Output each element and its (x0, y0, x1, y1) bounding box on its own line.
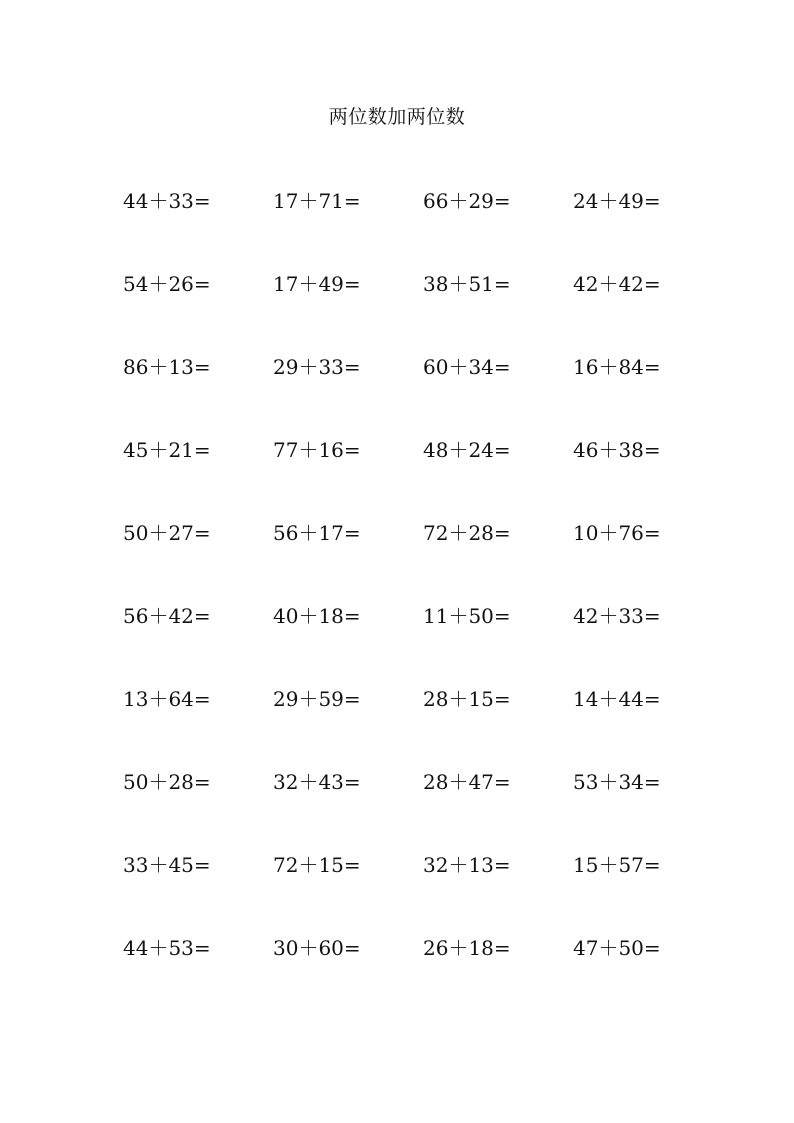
problem-item: 32＋43= (273, 770, 361, 794)
problem-item: 10＋76= (573, 521, 661, 545)
problem-row (123, 850, 723, 933)
problem-item: 30＋60= (273, 936, 361, 960)
problem-item: 40＋18= (273, 604, 361, 628)
problem-item: 44＋33= (123, 189, 211, 213)
problem-item: 28＋15= (423, 687, 511, 711)
problem-item: 17＋49= (273, 272, 361, 296)
problem-item: 56＋17= (273, 521, 361, 545)
problem-grid (123, 186, 723, 1016)
problem-item: 26＋18= (423, 936, 511, 960)
problem-item: 38＋51= (423, 272, 511, 296)
problem-item: 13＋64= (123, 687, 211, 711)
problem-row (123, 269, 723, 352)
problem-item: 56＋42= (123, 604, 211, 628)
problem-item: 29＋33= (273, 355, 361, 379)
problem-item: 11＋50= (423, 604, 511, 628)
problem-item: 32＋13= (423, 853, 511, 877)
problem-item: 47＋50= (573, 936, 661, 960)
page-title: 两位数加两位数 (328, 106, 466, 128)
problem-item: 29＋59= (273, 687, 361, 711)
problem-item: 53＋34= (573, 770, 661, 794)
problem-row (123, 933, 723, 1016)
problem-item: 86＋13= (123, 355, 211, 379)
problem-item: 50＋27= (123, 521, 211, 545)
problem-item: 60＋34= (423, 355, 511, 379)
problem-item: 28＋47= (423, 770, 511, 794)
problem-row (123, 518, 723, 601)
problem-item: 66＋29= (423, 189, 511, 213)
problem-item: 77＋16= (273, 438, 361, 462)
problem-row (123, 352, 723, 435)
problem-item: 48＋24= (423, 438, 511, 462)
problem-item: 44＋53= (123, 936, 211, 960)
problem-item: 72＋28= (423, 521, 511, 545)
problem-row (123, 186, 723, 269)
problem-item: 45＋21= (123, 438, 211, 462)
problem-item: 46＋38= (573, 438, 661, 462)
problem-item: 33＋45= (123, 853, 211, 877)
problem-item: 15＋57= (573, 853, 661, 877)
problem-item: 42＋42= (573, 272, 661, 296)
problem-item: 16＋84= (573, 355, 661, 379)
problem-row (123, 435, 723, 518)
problem-row (123, 601, 723, 684)
problem-item: 50＋28= (123, 770, 211, 794)
problem-item: 72＋15= (273, 853, 361, 877)
problem-item: 42＋33= (573, 604, 661, 628)
problem-row (123, 684, 723, 767)
problem-item: 14＋44= (573, 687, 661, 711)
problem-item: 54＋26= (123, 272, 211, 296)
problem-item: 17＋71= (273, 189, 361, 213)
problem-row (123, 767, 723, 850)
problem-item: 24＋49= (573, 189, 661, 213)
